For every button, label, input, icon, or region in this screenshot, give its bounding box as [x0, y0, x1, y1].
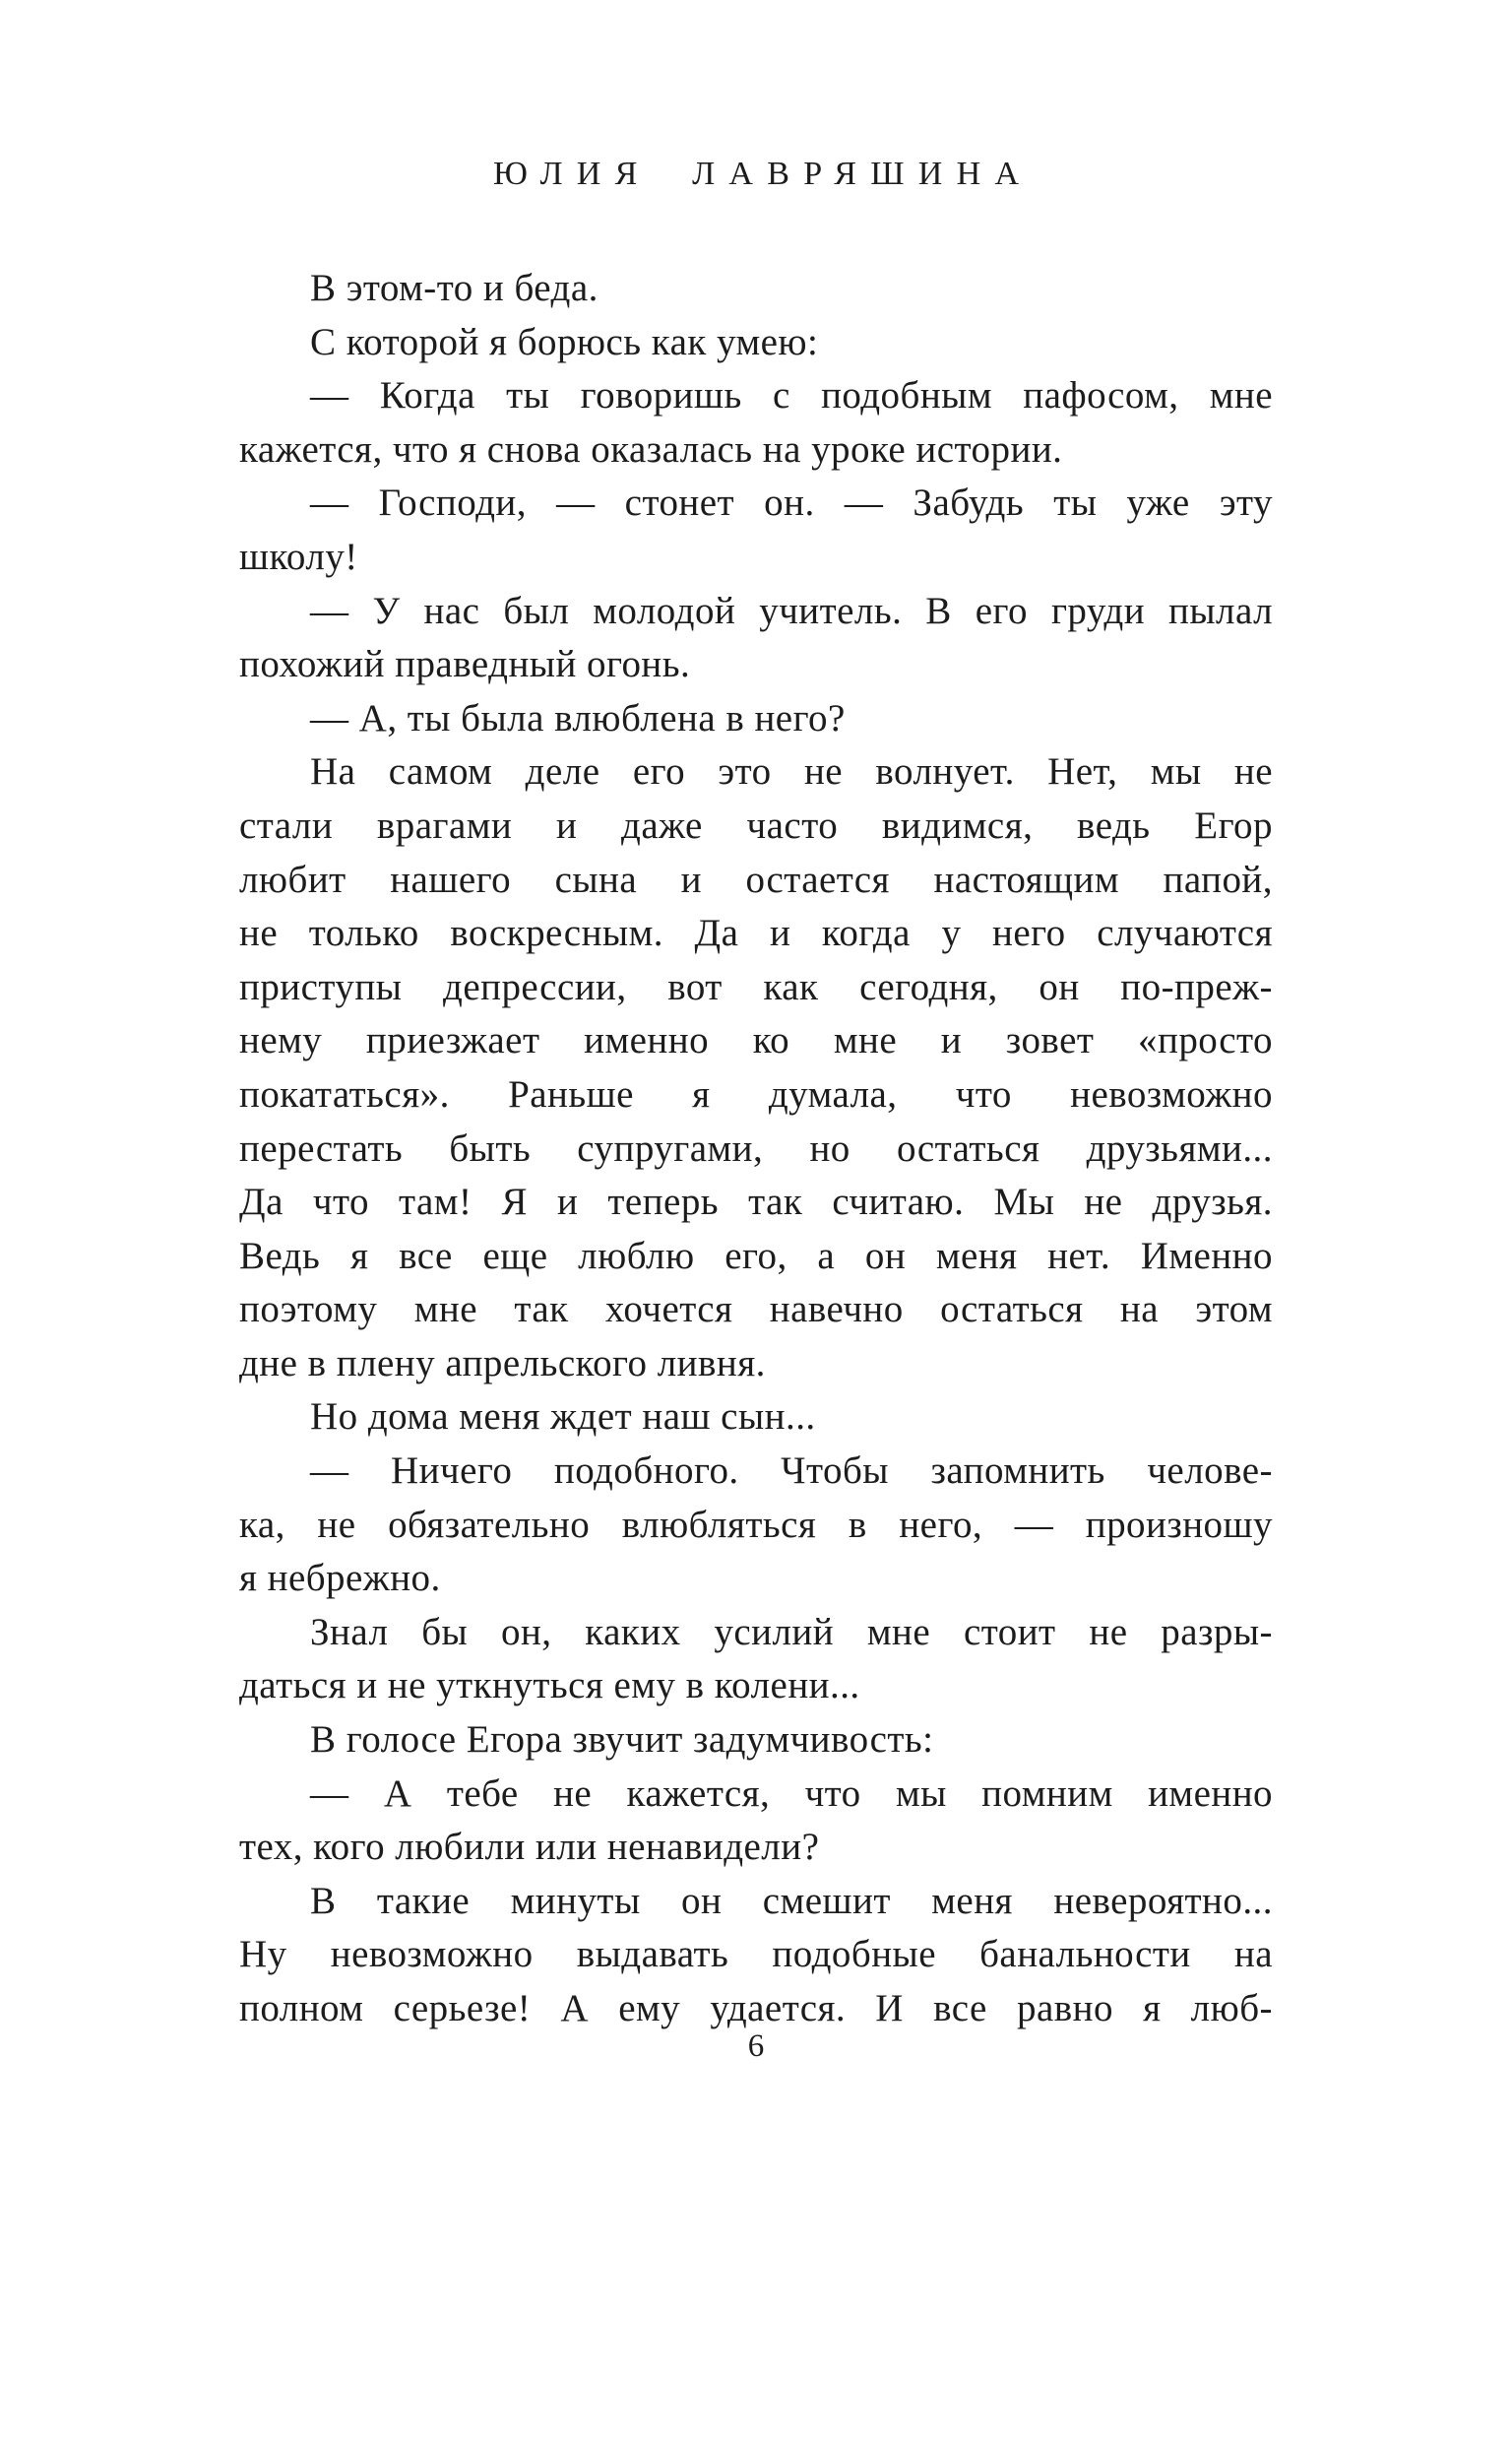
text-line: Ну невозможно выдавать подобные банальности на — [239, 1933, 1273, 1976]
text-line: даться и не уткнуться ему в колени... — [239, 1664, 860, 1707]
paragraph — [239, 585, 1273, 692]
text-line: — Ничего подобного. Чтобы запомнить челове- — [310, 1449, 1273, 1493]
paragraph — [239, 477, 1273, 584]
text-line: Ведь я все еще люблю его, а он меня нет. Именно — [239, 1234, 1273, 1277]
text-line: — А тебе не кажется, что мы помним именно — [310, 1771, 1273, 1815]
text-line: тех, кого любили или ненавидели? — [239, 1826, 820, 1869]
paragraph — [239, 1606, 1273, 1713]
text-line: похожий праведный огонь. — [239, 643, 691, 686]
text-line: В этом-то и беда. — [310, 267, 598, 309]
paragraph — [239, 692, 1273, 746]
paragraph — [239, 1390, 1273, 1445]
text-line: В голосе Егора звучит задумчивость: — [310, 1718, 934, 1762]
paragraph — [239, 1875, 1273, 2036]
text-block — [239, 262, 1273, 2036]
paragraph — [239, 745, 1273, 1390]
text-line: поэтому мне так хочется навечно остаться на этом — [239, 1288, 1273, 1331]
text-line: перестать быть супругами, но остаться друзьями... — [239, 1126, 1273, 1170]
text-line: С которой я борюсь как умею: — [310, 320, 819, 363]
author-header: ЮЛИЯ ЛАВРЯШИНА — [492, 156, 1034, 192]
text-line: На самом деле его это не волнует. Нет, мы не — [310, 750, 1273, 794]
page-number: 6 — [747, 2028, 765, 2064]
text-line: — Господи, — стонет он. — Забудь ты уже эту — [310, 482, 1273, 525]
text-line: не только воскресным. Да и когда у него случаются — [239, 912, 1273, 955]
paragraph — [239, 1445, 1273, 1606]
paragraph — [239, 262, 1273, 316]
text-line: — Когда ты говоришь с подобным пафосом, мне — [310, 374, 1273, 418]
text-line: Но дома меня ждет наш сын... — [310, 1395, 816, 1439]
text-line: любит нашего сына и остается настоящим папой, — [239, 858, 1273, 901]
text-line: ка, не обязательно влюбляться в него, — произношу — [239, 1503, 1273, 1546]
text-line: — А, ты была влюблена в него? — [310, 696, 846, 739]
paragraph — [239, 1713, 1273, 1768]
text-line: Да что там! Я и теперь так считаю. Мы не друзья. — [239, 1181, 1273, 1224]
text-line: школу! — [239, 535, 358, 578]
text-line: полном серьезе! А ему удается. И все равно я люб- — [239, 1987, 1273, 2029]
text-line: нему приезжает именно ко мне и зовет «просто — [239, 1019, 1273, 1062]
text-line: В такие минуты он смешит меня невероятно... — [310, 1879, 1273, 1922]
text-line: Знал бы он, каких усилий мне стоит не разры- — [310, 1610, 1273, 1653]
paragraph — [239, 1768, 1273, 1875]
text-line: стали врагами и даже часто видимся, ведь Егор — [239, 804, 1273, 847]
text-line: — У нас был молодой учитель. В его груди пылал — [310, 589, 1273, 632]
paragraph — [239, 369, 1273, 477]
paragraph — [239, 316, 1273, 370]
text-line: приступы депрессии, вот как сегодня, он по-преж- — [239, 965, 1273, 1008]
text-line: дне в плену апрельского ливня. — [239, 1341, 766, 1384]
text-line: покататься». Раньше я думала, что невозможно — [239, 1072, 1273, 1116]
text-line: кажется, что я снова оказалась на уроке истории. — [239, 427, 1063, 471]
text-line: я небрежно. — [239, 1557, 441, 1600]
